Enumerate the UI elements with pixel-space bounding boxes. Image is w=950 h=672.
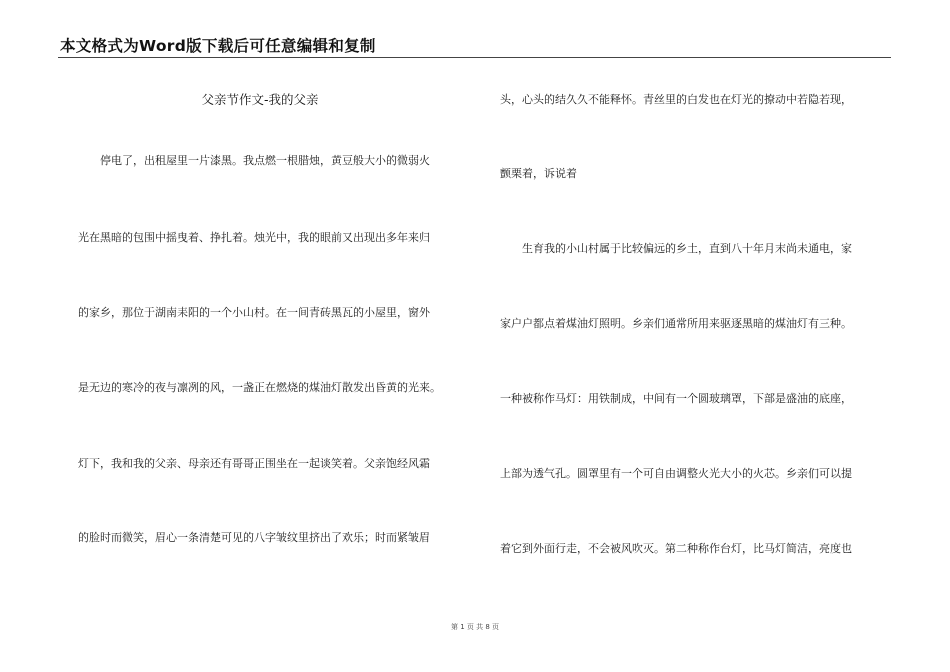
- paragraph-line: 一种被称作马灯：用铁制成，中间有一个圆玻璃罩，下部是盛油的底座，: [500, 392, 852, 405]
- paragraph-line: 颤栗着，诉说着: [500, 167, 577, 180]
- paragraph-line: 上部为透气孔。圆罩里有一个可自由调整火光大小的火芯。乡亲们可以提: [500, 467, 852, 480]
- paragraph-line: 着它到外面行走，不会被风吹灭。第二种称作台灯，比马灯简洁，亮度也: [500, 542, 852, 555]
- paragraph-line: 灯下，我和我的父亲、母亲还有哥哥正围坐在一起谈笑着。父亲饱经风霜: [78, 457, 430, 470]
- document-title: 父亲节作文-我的父亲: [201, 92, 319, 107]
- banner-divider: [58, 57, 891, 58]
- paragraph-line: 是无边的寒冷的夜与凛冽的风，一盏正在燃烧的煤油灯散发出昏黄的光来。: [78, 381, 441, 394]
- paragraph-line: 停电了，出租屋里一片漆黑。我点燃一根腊烛，黄豆般大小的微弱火: [100, 154, 430, 167]
- paragraph-line: 的家乡，那位于湖南耒阳的一个小山村。在一间青砖黑瓦的小屋里，窗外: [78, 306, 430, 319]
- paragraph-line: 的脸时而微笑，眉心一条清楚可见的八字皱纹里挤出了欢乐；时而紧皱眉: [78, 531, 430, 544]
- download-banner: 本文格式为Word版下载后可任意编辑和复制: [60, 37, 376, 55]
- paragraph-line: 家户户都点着煤油灯照明。乡亲们通常所用来驱逐黑暗的煤油灯有三种。: [500, 317, 852, 330]
- page-number: 第 1 页 共 8 页: [450, 623, 500, 631]
- paragraph-line: 生育我的小山村属于比较偏远的乡土，直到八十年月末尚未通电，家: [522, 242, 852, 255]
- paragraph-line: 光在黑暗的包围中摇曳着、挣扎着。烛光中，我的眼前又出现出多年来归: [78, 231, 430, 244]
- paragraph-line: 头，心头的结久久不能释怀。青丝里的白发也在灯光的撩动中若隐若现，: [500, 93, 852, 106]
